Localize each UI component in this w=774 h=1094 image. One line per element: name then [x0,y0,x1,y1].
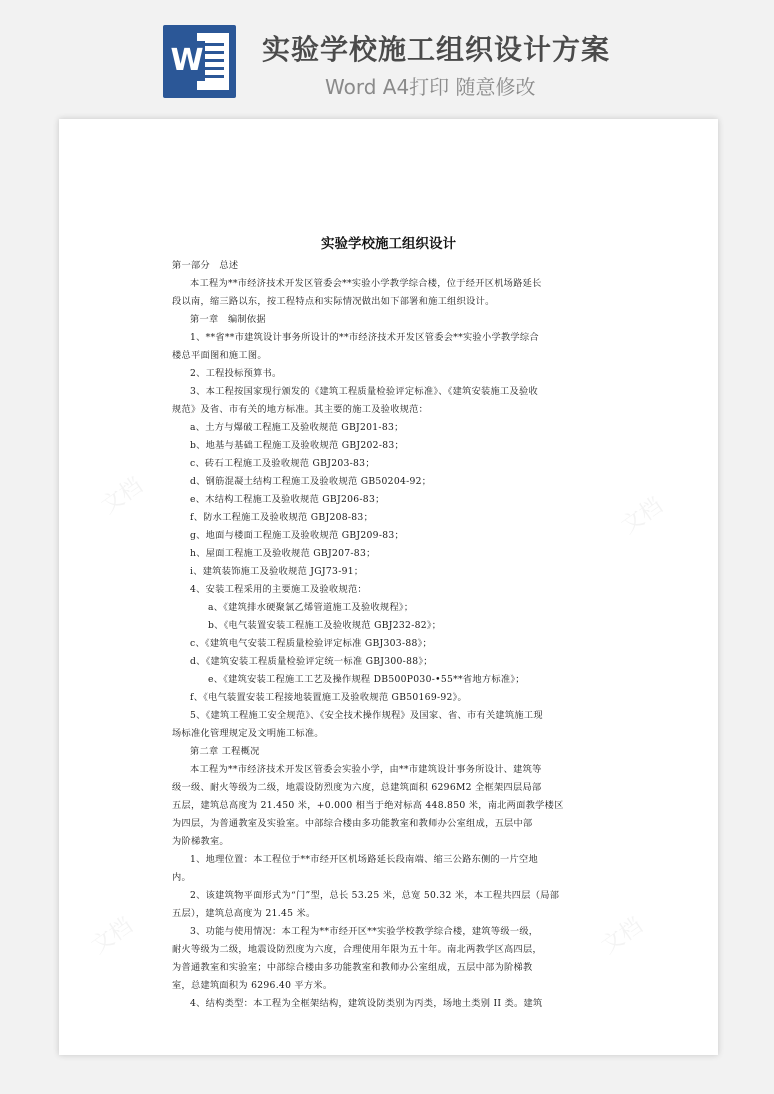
document-line: 规范》及省、市有关的地方标准。其主要的施工及验收规范： [172,404,429,415]
document-line: 1、**省**市建筑设计事务所设计的**市经济技术开发区管委会**实验小学教学综合 [190,332,539,343]
document-line: b、《电气装置安装工程施工及验收规范 GBJ232-82》； [208,620,442,631]
document-line: 内。 [172,872,191,883]
watermark: 文档 [596,913,648,960]
document-line: 4、安装工程采用的主要施工及验收规范： [190,584,367,595]
document-line: 2、该建筑物平面形式为“门”型，总长 53.25 米，总宽 50.32 米，本工程共四层（局部 [190,890,560,901]
watermark: 文档 [96,473,148,520]
document-line: h、屋面工程施工及验收规范 GBJ207-83； [190,548,376,559]
document-line: d、《建筑安装工程质量检验评定统一标准 GBJ300-88》； [190,656,433,667]
document-line: 第一部分 总述 [172,260,239,271]
document-line: 为阶梯教室。 [172,836,229,847]
document-line: 第二章 工程概况 [190,746,260,757]
watermark: 文档 [616,493,668,540]
banner-subtitle: Word A4打印 随意修改 [325,75,536,99]
document-line: a、土方与爆破工程施工及验收规范 GBJ201-83； [190,422,404,433]
document-line: 为四层，为普通教室及实验室。中部综合楼由多功能教室和教师办公室组成，五层中部 [172,818,533,829]
watermark: 文档 [86,913,138,960]
document-line: c、《建筑电气安装工程质量检验评定标准 GBJ303-88》； [190,638,433,649]
document-line: d、钢筋混凝土结构工程施工及验收规范 GB50204-92； [190,476,432,487]
document-line: 本工程为**市经济技术开发区管委会**实验小学教学综合楼，位于经开区机场路延长 [190,278,542,289]
document-line: 5、《建筑工程施工安全规范》、《安全技术操作规程》及国家、省、市有关建筑施工现 [190,710,543,721]
document-line: 本工程为**市经济技术开发区管委会实验小学，由**市建筑设计事务所设计、建筑等 [190,764,542,775]
document-line: 为普通教室和实验室；中部综合楼由多功能教室和教师办公室组成，五层中部为阶梯教 [172,962,533,973]
document-line: 段以南，缩三路以东，按工程特点和实际情况做出如下部署和施工组织设计。 [172,296,495,307]
document-line: e、木结构工程施工及验收规范 GBJ206-83； [190,494,385,505]
document-line: f、《电气装置安装工程接地装置施工及验收规范 GB50169-92》。 [190,692,468,703]
document-line: 场标准化管理规定及文明施工标准。 [172,728,324,739]
document-line: 1、地理位置：本工程位于**市经开区机场路延长段南端、缩三公路东侧的一片空地 [190,854,538,865]
document-line: 3、功能与使用情况：本工程为**市经开区**实验学校教学综合楼，建筑等级一级， [190,926,539,937]
document-line: e、《建筑安装工程施工工艺及操作规程 DB500P030-•55**省地方标准》； [208,674,525,685]
document-line: 耐火等级为二级，地震设防烈度为六度，合理使用年限为五十年。南北两教学区高四层， [172,944,543,955]
document-line: b、地基与基础工程施工及验收规范 GBJ202-83； [190,440,405,451]
document-line: 级一级、耐火等级为二级，地震设防烈度为六度，总建筑面积 6296M2 全框架四层局部 [172,782,542,793]
document-line: 第一章 编制依据 [190,314,266,325]
document-line: 3、本工程按国家现行颁发的《建筑工程质量检验评定标准》、《建筑安装施工及验收 [190,386,538,397]
document-line: 五层），建筑总高度为 21.45 米。 [172,908,316,919]
document-title: 实验学校施工组织设计 [321,236,456,252]
document-line: 2、工程投标预算书。 [190,368,282,379]
document-line: 4、结构类型：本工程为全框架结构，建筑设防类别为丙类，场地土类别 II 类。建筑 [190,998,543,1009]
document-line: 楼总平面图和施工图。 [172,350,267,361]
document-line: 五层，建筑总高度为 21.450 米，+0.000 相当于绝对标高 448.850 米，南北两面教学楼区 [172,800,564,811]
document-line: f、防水工程施工及验收规范 GBJ208-83； [190,512,374,523]
document-line: a、《建筑排水硬聚氯乙烯管道施工及验收规程》； [208,602,414,613]
document-line: 室，总建筑面积为 6296.40 平方米。 [172,980,333,991]
document-line: g、地面与楼面工程施工及验收规范 GBJ209-83； [190,530,405,541]
document-line: c、砖石工程施工及验收规范 GBJ203-83； [190,458,375,469]
header-banner [0,0,774,118]
document-page [59,119,718,1055]
document-line: i、建筑装饰施工及验收规范 JGJ73-91； [190,566,364,577]
document-body [172,257,603,1013]
word-logo-letter: W [169,41,205,81]
word-doc-icon [163,25,236,98]
banner-title: 实验学校施工组织设计方案 [262,33,611,66]
